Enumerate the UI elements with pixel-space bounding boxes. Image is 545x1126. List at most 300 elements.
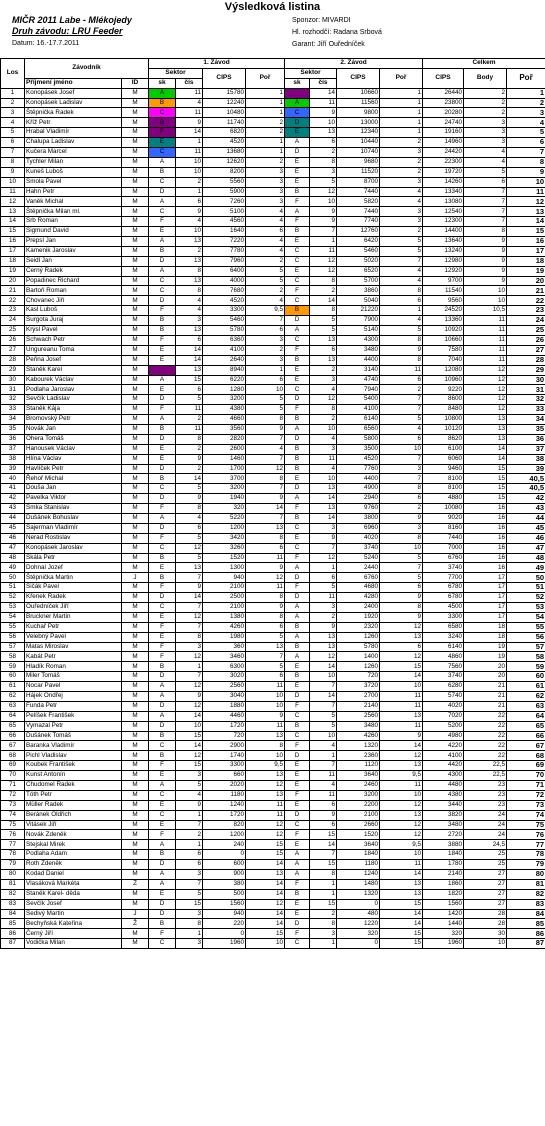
- cell-final-rank: 26: [507, 335, 545, 345]
- cell-final-rank: 52: [507, 593, 545, 603]
- cell-seat2: 8: [310, 157, 337, 167]
- cell-rank1: 5: [246, 405, 285, 415]
- cell-sector1: F: [149, 642, 176, 652]
- cell-seat2: 2: [310, 148, 337, 158]
- cell-sector2: D: [285, 810, 310, 820]
- cell-cips1: 3260: [203, 543, 246, 553]
- cell-name: Hahn Petr: [25, 187, 122, 197]
- cell-rank1: 13: [246, 790, 285, 800]
- cell-cips1: 6300: [203, 662, 246, 672]
- cell-cips1: 600: [203, 860, 246, 870]
- cell-rank1: 1: [246, 98, 285, 108]
- table-row: [1, 939, 545, 949]
- cell-cips2: 9800: [337, 108, 380, 118]
- cell-total-cips: 4860: [423, 652, 464, 662]
- cell-rank1: 4: [246, 444, 285, 454]
- cell-seat2: 12: [310, 652, 337, 662]
- cell-points: 14: [464, 454, 507, 464]
- cell-sector2: E: [285, 800, 310, 810]
- cell-total-cips: 5200: [423, 721, 464, 731]
- table-row: [1, 118, 545, 128]
- cell-rank2: 13: [380, 761, 423, 771]
- cell-cips2: 2360: [337, 751, 380, 761]
- cell-seat2: 12: [310, 553, 337, 563]
- cell-cips2: 1400: [337, 652, 380, 662]
- cell-points: 21: [464, 701, 507, 711]
- cell-rank2: 2: [380, 157, 423, 167]
- cell-total-cips: 4880: [423, 494, 464, 504]
- col-race2-sektor: Sektor: [285, 68, 337, 78]
- cell-seat2: 5: [310, 177, 337, 187]
- cell-cips1: 1740: [203, 751, 246, 761]
- cell-name: Matas Miroslav: [25, 642, 122, 652]
- cell-name: Štěpnička Martin: [25, 573, 122, 583]
- cell-final-rank: 49: [507, 563, 545, 573]
- cell-id: M: [122, 652, 149, 662]
- cell-seat2: 6: [310, 138, 337, 148]
- cell-sector2: D: [285, 593, 310, 603]
- cell-total-cips: 3300: [423, 612, 464, 622]
- cell-sector2: F: [285, 217, 310, 227]
- cell-cips2: 3480: [337, 345, 380, 355]
- cell-id: M: [122, 246, 149, 256]
- cell-cips1: 1960: [203, 939, 246, 949]
- cell-final-rank: 16: [507, 237, 545, 247]
- cell-cips1: 4520: [203, 138, 246, 148]
- cell-final-rank: 5: [507, 128, 545, 138]
- results-table: [0, 58, 545, 949]
- cell-id: M: [122, 820, 149, 830]
- cell-rank2: 7: [380, 405, 423, 415]
- cell-los: 21: [1, 286, 25, 296]
- cell-points: 20: [464, 662, 507, 672]
- cell-rank2: 12: [380, 800, 423, 810]
- cell-id: M: [122, 672, 149, 682]
- cell-sector1: A: [149, 197, 176, 207]
- cell-rank1: 6: [246, 227, 285, 237]
- cell-seat2: 8: [310, 919, 337, 929]
- table-row: [1, 464, 545, 474]
- cell-cips1: 2500: [203, 593, 246, 603]
- cell-points: 22: [464, 741, 507, 751]
- cell-points: 24: [464, 820, 507, 830]
- cell-seat2: 10: [310, 474, 337, 484]
- cell-final-rank: 40,5: [507, 474, 545, 484]
- cell-points: 9: [464, 237, 507, 247]
- cell-id: M: [122, 286, 149, 296]
- table-row: [1, 929, 545, 939]
- cell-rank2: 14: [380, 919, 423, 929]
- cell-cips1: 4460: [203, 711, 246, 721]
- cell-name: Kabát Petr: [25, 652, 122, 662]
- cell-rank1: 3: [246, 177, 285, 187]
- cell-rank1: 5: [246, 632, 285, 642]
- cell-los: 51: [1, 583, 25, 593]
- cell-id: M: [122, 375, 149, 385]
- cell-rank1: 5: [246, 266, 285, 276]
- cell-id: M: [122, 108, 149, 118]
- cell-id: M: [122, 850, 149, 860]
- cell-total-cips: 19720: [423, 167, 464, 177]
- cell-seat2: 14: [310, 840, 337, 850]
- cell-los: 69: [1, 761, 25, 771]
- cell-seat2: 1: [310, 939, 337, 949]
- cell-rank2: 11: [380, 721, 423, 731]
- cell-seat2: 14: [310, 296, 337, 306]
- cell-sector1: C: [149, 148, 176, 158]
- col-race1-por: Poř: [246, 68, 285, 88]
- cell-id: M: [122, 533, 149, 543]
- cell-sector2: C: [285, 939, 310, 949]
- cell-seat2: 4: [310, 741, 337, 751]
- cell-sector2: A: [285, 870, 310, 880]
- cell-total-cips: 12080: [423, 365, 464, 375]
- cell-points: 12: [464, 395, 507, 405]
- cell-rank1: 8: [246, 593, 285, 603]
- cell-points: 3: [464, 118, 507, 128]
- cell-sector1: C: [149, 484, 176, 494]
- cell-sector2: C: [285, 276, 310, 286]
- cell-id: M: [122, 939, 149, 949]
- cell-total-cips: 4220: [423, 741, 464, 751]
- cell-final-rank: 57: [507, 642, 545, 652]
- cell-total-cips: 3480: [423, 820, 464, 830]
- cell-points: 12: [464, 385, 507, 395]
- cell-los: 58: [1, 652, 25, 662]
- table-row: [1, 405, 545, 415]
- cell-total-cips: 4980: [423, 731, 464, 741]
- cell-name: Chalupa Ladislav: [25, 138, 122, 148]
- table-row: [1, 692, 545, 702]
- cell-los: 37: [1, 444, 25, 454]
- cell-name: Tychler Milan: [25, 157, 122, 167]
- cell-cips2: 2560: [337, 711, 380, 721]
- table-row: [1, 256, 545, 266]
- cell-final-rank: 75: [507, 820, 545, 830]
- cell-sector2: A: [285, 98, 310, 108]
- cell-sector1: F: [149, 533, 176, 543]
- cell-rank2: 4: [380, 316, 423, 326]
- cell-rank2: 5: [380, 246, 423, 256]
- cell-seat2: 2: [310, 415, 337, 425]
- cell-sector1: C: [149, 602, 176, 612]
- cell-id: M: [122, 692, 149, 702]
- cell-cips2: 3800: [337, 513, 380, 523]
- cell-sector2: D: [285, 316, 310, 326]
- cell-rank2: 4: [380, 187, 423, 197]
- cell-final-rank: 1: [507, 88, 545, 98]
- cell-rank1: 6: [246, 622, 285, 632]
- table-row: [1, 533, 545, 543]
- cell-sector1: B: [149, 326, 176, 336]
- cell-final-rank: 18: [507, 256, 545, 266]
- cell-sector2: C: [285, 108, 310, 118]
- cell-seat2: 13: [310, 632, 337, 642]
- cell-cips1: 900: [203, 870, 246, 880]
- table-row: [1, 543, 545, 553]
- cell-final-rank: 80: [507, 870, 545, 880]
- cell-points: 6: [464, 177, 507, 187]
- cell-seat2: 13: [310, 335, 337, 345]
- cell-rank1: 12: [246, 573, 285, 583]
- cell-name: Ševčík Josef: [25, 899, 122, 909]
- cell-sector1: E: [149, 138, 176, 148]
- cell-cips2: 4680: [337, 583, 380, 593]
- cell-los: 76: [1, 830, 25, 840]
- cell-id: M: [122, 365, 149, 375]
- cell-points: 9: [464, 256, 507, 266]
- cell-final-rank: 25: [507, 326, 545, 336]
- cell-cips1: 1520: [203, 553, 246, 563]
- cell-rank1: 5: [246, 662, 285, 672]
- cell-cips2: 6560: [337, 424, 380, 434]
- cell-los: 50: [1, 573, 25, 583]
- cell-sector2: A: [285, 602, 310, 612]
- cell-id: M: [122, 237, 149, 247]
- cell-id: M: [122, 296, 149, 306]
- cell-seat1: 3: [176, 771, 203, 781]
- cell-cips1: 320: [203, 504, 246, 514]
- table-row: [1, 484, 545, 494]
- cell-id: J: [122, 573, 149, 583]
- cell-los: 86: [1, 929, 25, 939]
- cell-cips2: 2140: [337, 701, 380, 711]
- cell-sector1: E: [149, 355, 176, 365]
- cell-seat1: 13: [176, 563, 203, 573]
- cell-points: 18: [464, 622, 507, 632]
- table-row: [1, 335, 545, 345]
- cell-id: M: [122, 543, 149, 553]
- cell-sector1: F: [149, 652, 176, 662]
- cell-total-cips: 4100: [423, 751, 464, 761]
- cell-total-cips: 6140: [423, 642, 464, 652]
- cell-id: M: [122, 256, 149, 266]
- cell-final-rank: 13: [507, 207, 545, 217]
- cell-seat1: 9: [176, 800, 203, 810]
- cell-sector2: B: [285, 642, 310, 652]
- table-row: [1, 870, 545, 880]
- cell-seat2: 2: [310, 286, 337, 296]
- race-date: Datum: 16.-17.7.2011: [12, 40, 80, 47]
- cell-rank2: 7: [380, 474, 423, 484]
- cell-seat2: 5: [310, 721, 337, 731]
- cell-points: 9: [464, 266, 507, 276]
- cell-rank1: 7: [246, 513, 285, 523]
- table-row: [1, 810, 545, 820]
- cell-seat2: 12: [310, 395, 337, 405]
- cell-total-cips: 6100: [423, 444, 464, 454]
- cell-total-cips: 6280: [423, 682, 464, 692]
- cell-total-cips: 7000: [423, 543, 464, 553]
- cell-los: 44: [1, 513, 25, 523]
- cell-cips1: 2560: [203, 682, 246, 692]
- cell-cips1: 7220: [203, 237, 246, 247]
- cell-seat2: 11: [310, 771, 337, 781]
- cell-los: 42: [1, 494, 25, 504]
- cell-id: M: [122, 810, 149, 820]
- cell-id: M: [122, 701, 149, 711]
- cell-name: Hlína Václav: [25, 454, 122, 464]
- cell-points: 10: [464, 296, 507, 306]
- cell-sector2: C: [285, 523, 310, 533]
- table-row: [1, 741, 545, 751]
- cell-cips2: 4740: [337, 375, 380, 385]
- cell-los: 6: [1, 138, 25, 148]
- cell-sector2: F: [285, 929, 310, 939]
- cell-sector2: C: [285, 711, 310, 721]
- cell-rank2: 8: [380, 286, 423, 296]
- cell-id: M: [122, 771, 149, 781]
- cell-cips2: 13000: [337, 118, 380, 128]
- cell-seat2: 15: [310, 830, 337, 840]
- cell-seat1: 5: [176, 889, 203, 899]
- cell-rank2: 15: [380, 662, 423, 672]
- cell-cips1: 5780: [203, 326, 246, 336]
- table-row: [1, 860, 545, 870]
- cell-sector2: A: [285, 563, 310, 573]
- cell-final-rank: 73: [507, 800, 545, 810]
- cell-total-cips: 14260: [423, 177, 464, 187]
- cell-final-rank: 70: [507, 771, 545, 781]
- cell-seat1: 1: [176, 662, 203, 672]
- cell-sector1: E: [149, 345, 176, 355]
- cell-id: M: [122, 326, 149, 336]
- cell-sector2: E: [285, 375, 310, 385]
- cell-final-rank: 6: [507, 138, 545, 148]
- cell-total-cips: 12300: [423, 217, 464, 227]
- cell-total-cips: 3880: [423, 840, 464, 850]
- cell-sector1: C: [149, 207, 176, 217]
- cell-sector1: F: [149, 128, 176, 138]
- cell-cips2: 6420: [337, 237, 380, 247]
- table-row: [1, 583, 545, 593]
- cell-seat1: 7: [176, 602, 203, 612]
- col-race1: 1. Závod: [149, 59, 285, 69]
- cell-los: 3: [1, 108, 25, 118]
- cell-rank2: 9,5: [380, 771, 423, 781]
- cell-rank2: 7: [380, 395, 423, 405]
- cell-name: Dušánek Bohuslav: [25, 513, 122, 523]
- cell-name: Chudomel Radek: [25, 781, 122, 791]
- cell-name: Kříž Petr: [25, 118, 122, 128]
- cell-los: 49: [1, 563, 25, 573]
- cell-name: Konopásek Ladislav: [25, 98, 122, 108]
- cell-los: 8: [1, 157, 25, 167]
- cell-id: M: [122, 167, 149, 177]
- cell-cips1: 8940: [203, 365, 246, 375]
- cell-name: Řehoř Michal: [25, 474, 122, 484]
- cell-total-cips: 1420: [423, 909, 464, 919]
- cell-sector1: D: [149, 187, 176, 197]
- cell-sector1: A: [149, 415, 176, 425]
- cell-rank2: 4: [380, 276, 423, 286]
- table-row: [1, 632, 545, 642]
- head-referee: Hl. rozhodčí: Radana Srbová: [292, 29, 382, 36]
- cell-rank2: 3: [380, 207, 423, 217]
- cell-points: 28: [464, 919, 507, 929]
- cell-total-cips: 13340: [423, 187, 464, 197]
- cell-sector1: D: [149, 395, 176, 405]
- cell-sector1: A: [149, 157, 176, 167]
- cell-name: Staněk Kája: [25, 405, 122, 415]
- table-row: [1, 88, 545, 98]
- cell-final-rank: 58: [507, 652, 545, 662]
- cell-final-rank: 22: [507, 296, 545, 306]
- cell-id: M: [122, 157, 149, 167]
- cell-seat1: 13: [176, 365, 203, 375]
- cell-name: Chovanec Jiří: [25, 296, 122, 306]
- cell-los: 34: [1, 415, 25, 425]
- cell-total-cips: 10080: [423, 504, 464, 514]
- cell-rank1: 8: [246, 474, 285, 484]
- cell-sector1: D: [149, 256, 176, 266]
- cell-los: 5: [1, 128, 25, 138]
- cell-total-cips: 1780: [423, 860, 464, 870]
- cell-sector1: B: [149, 316, 176, 326]
- results-body: [1, 88, 545, 948]
- table-row: [1, 711, 545, 721]
- cell-sector2: C: [285, 335, 310, 345]
- cell-points: 27: [464, 889, 507, 899]
- table-row: [1, 612, 545, 622]
- cell-seat1: 6: [176, 335, 203, 345]
- table-row: [1, 355, 545, 365]
- cell-name: Krýsl Pavel: [25, 326, 122, 336]
- cell-seat1: 4: [176, 217, 203, 227]
- cell-final-rank: 56: [507, 632, 545, 642]
- cell-sector1: A: [149, 513, 176, 523]
- cell-points: 17: [464, 583, 507, 593]
- col-los: Los: [1, 59, 25, 89]
- table-row: [1, 415, 545, 425]
- cell-rank1: 1: [246, 88, 285, 98]
- cell-cips2: 10740: [337, 148, 380, 158]
- cell-id: M: [122, 494, 149, 504]
- cell-final-rank: 65: [507, 721, 545, 731]
- cell-total-cips: 8100: [423, 484, 464, 494]
- cell-seat1: 3: [176, 316, 203, 326]
- cell-seat1: 2: [176, 830, 203, 840]
- cell-sector2: F: [285, 553, 310, 563]
- cell-los: 10: [1, 177, 25, 187]
- cell-name: Podlaha Jaroslav: [25, 385, 122, 395]
- cell-id: M: [122, 484, 149, 494]
- cell-cips2: 2700: [337, 692, 380, 702]
- cell-los: 64: [1, 711, 25, 721]
- cell-id: M: [122, 207, 149, 217]
- cell-points: 11: [464, 355, 507, 365]
- cell-cips1: 1560: [203, 899, 246, 909]
- table-row: [1, 513, 545, 523]
- cell-sector2: E: [285, 771, 310, 781]
- cell-total-cips: 1440: [423, 919, 464, 929]
- cell-final-rank: 66: [507, 731, 545, 741]
- cell-seat2: 8: [310, 276, 337, 286]
- col-race2-cips: CIPS: [337, 68, 380, 88]
- cell-cips2: 7900: [337, 316, 380, 326]
- cell-seat1: 13: [176, 256, 203, 266]
- cell-final-rank: 29: [507, 365, 545, 375]
- cell-cips2: 0: [337, 939, 380, 949]
- cell-sector2: C: [285, 246, 310, 256]
- cell-cips2: 4100: [337, 405, 380, 415]
- cell-los: 39: [1, 464, 25, 474]
- cell-final-rank: 39: [507, 464, 545, 474]
- table-row: [1, 919, 545, 929]
- cell-points: 3: [464, 138, 507, 148]
- cell-rank1: 1: [246, 138, 285, 148]
- cell-id: M: [122, 632, 149, 642]
